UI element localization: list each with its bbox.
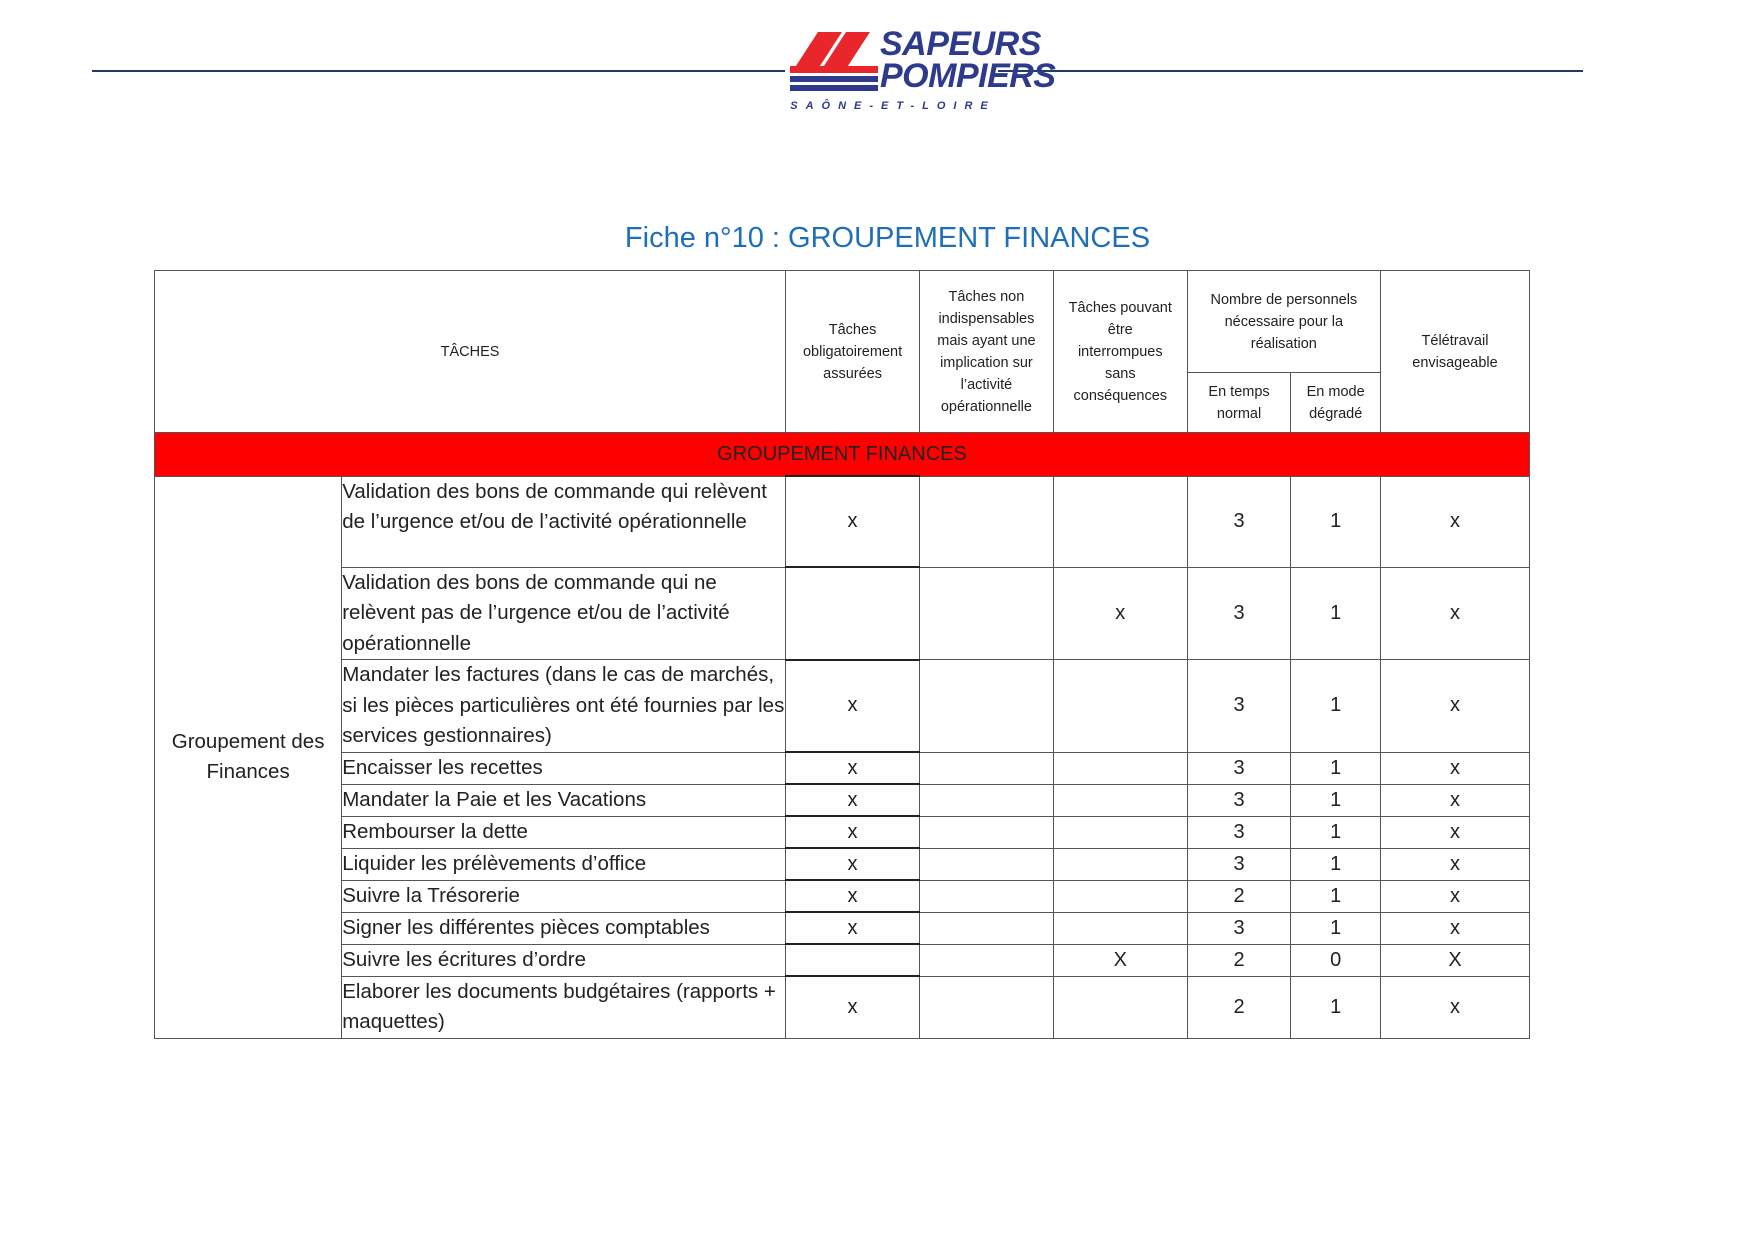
teletravail-cell: x xyxy=(1380,476,1529,567)
logo-stripes-icon xyxy=(788,28,880,98)
teletravail-cell: x xyxy=(1380,660,1529,753)
task-cell: Rembourser la dette xyxy=(342,816,786,848)
temps-normal-cell: 3 xyxy=(1187,476,1291,567)
logo-wordmark xyxy=(880,25,1056,95)
temps-normal-cell: 3 xyxy=(1187,848,1291,880)
teletravail-cell: x xyxy=(1380,976,1529,1038)
non-indispensable-cell xyxy=(919,660,1053,753)
header-rule-left xyxy=(92,70,785,72)
logo-line1: SAPEURS xyxy=(880,25,1041,63)
header-mode-degrade: En mode dégradé xyxy=(1291,373,1381,433)
non-indispensable-cell xyxy=(919,476,1053,567)
teletravail-cell: x xyxy=(1380,848,1529,880)
mode-degrade-cell: 1 xyxy=(1291,784,1381,816)
teletravail-cell: x xyxy=(1380,752,1529,784)
table-body xyxy=(155,476,1530,1038)
oblig-cell: x xyxy=(786,976,920,1038)
table-row xyxy=(155,848,1530,880)
page-title: Fiche n°10 : GROUPEMENT FINANCES xyxy=(624,222,1151,254)
mode-degrade-cell: 1 xyxy=(1291,567,1381,660)
table-row xyxy=(155,944,1530,976)
temps-normal-cell: 2 xyxy=(1187,880,1291,912)
header-teletravail: Télétravail envisageable xyxy=(1380,271,1529,433)
oblig-cell: x xyxy=(786,752,920,784)
interrompue-cell xyxy=(1053,784,1187,816)
mode-degrade-cell: 1 xyxy=(1291,816,1381,848)
task-cell: Liquider les prélèvements d’office xyxy=(342,848,786,880)
temps-normal-cell: 3 xyxy=(1187,660,1291,753)
oblig-cell: x xyxy=(786,476,920,567)
temps-normal-cell: 3 xyxy=(1187,784,1291,816)
sapeurs-pompiers-logo xyxy=(788,25,1056,114)
teletravail-cell: x xyxy=(1380,784,1529,816)
mode-degrade-cell: 1 xyxy=(1291,660,1381,753)
oblig-cell: x xyxy=(786,912,920,944)
teletravail-cell: x xyxy=(1380,567,1529,660)
non-indispensable-cell xyxy=(919,752,1053,784)
oblig-cell: x xyxy=(786,880,920,912)
temps-normal-cell: 3 xyxy=(1187,752,1291,784)
header-nombre-personnels: Nombre de personnels nécessaire pour la réalisation xyxy=(1187,271,1380,373)
mode-degrade-cell: 1 xyxy=(1291,752,1381,784)
non-indispensable-cell xyxy=(919,816,1053,848)
interrompue-cell xyxy=(1053,660,1187,753)
temps-normal-cell: 2 xyxy=(1187,976,1291,1038)
table-row xyxy=(155,476,1530,567)
table-row xyxy=(155,660,1530,753)
task-cell: Encaisser les recettes xyxy=(342,752,786,784)
oblig-cell: x xyxy=(786,816,920,848)
task-cell: Validation des bons de commande qui ne relèvent pas de l’urgence et/ou de l’activité opérationnelle xyxy=(342,567,786,660)
temps-normal-cell: 3 xyxy=(1187,567,1291,660)
temps-normal-cell: 2 xyxy=(1187,944,1291,976)
header-non-indispensables: Tâches non indispensables mais ayant une implication sur l’activité opérationnelle xyxy=(919,271,1053,433)
non-indispensable-cell xyxy=(919,944,1053,976)
table-row xyxy=(155,912,1530,944)
group-label: Groupement des Finances xyxy=(155,476,342,1038)
teletravail-cell: X xyxy=(1380,944,1529,976)
task-cell: Mandater les factures (dans le cas de marchés, si les pièces particulières ont été fournies par les services gestionnaires) xyxy=(342,660,786,753)
teletravail-cell: x xyxy=(1380,912,1529,944)
temps-normal-cell: 3 xyxy=(1187,816,1291,848)
task-cell: Suivre la Trésorerie xyxy=(342,880,786,912)
table-row xyxy=(155,784,1530,816)
header-obligatoires: Tâches obligatoirement assurées xyxy=(786,271,920,433)
mode-degrade-cell: 1 xyxy=(1291,880,1381,912)
non-indispensable-cell xyxy=(919,912,1053,944)
table-row xyxy=(155,976,1530,1038)
interrompue-cell: X xyxy=(1053,944,1187,976)
interrompue-cell xyxy=(1053,976,1187,1038)
non-indispensable-cell xyxy=(919,848,1053,880)
temps-normal-cell: 3 xyxy=(1187,912,1291,944)
interrompue-cell xyxy=(1053,816,1187,848)
task-cell: Elaborer les documents budgétaires (rapports + maquettes) xyxy=(342,976,786,1038)
oblig-cell xyxy=(786,567,920,660)
logo-subline: SAÔNE-ET-LOIRE xyxy=(790,100,996,112)
non-indispensable-cell xyxy=(919,976,1053,1038)
task-cell: Mandater la Paie et les Vacations xyxy=(342,784,786,816)
header-taches: TÂCHES xyxy=(155,271,786,433)
mode-degrade-cell: 1 xyxy=(1291,476,1381,567)
table-row xyxy=(155,816,1530,848)
oblig-cell: x xyxy=(786,660,920,753)
mode-degrade-cell: 1 xyxy=(1291,848,1381,880)
header-rule-right xyxy=(998,70,1583,72)
logo-line2: POMPIERS xyxy=(880,57,1056,95)
section-band: GROUPEMENT FINANCES xyxy=(155,433,1530,477)
header-interrompues: Tâches pouvant être interrompues sans conséquences xyxy=(1053,271,1187,433)
interrompue-cell xyxy=(1053,880,1187,912)
mode-degrade-cell: 0 xyxy=(1291,944,1381,976)
task-cell: Validation des bons de commande qui relèvent de l’urgence et/ou de l’activité opérationnelle xyxy=(342,476,786,567)
interrompue-cell xyxy=(1053,476,1187,567)
table-row xyxy=(155,880,1530,912)
teletravail-cell: x xyxy=(1380,816,1529,848)
teletravail-cell: x xyxy=(1380,880,1529,912)
non-indispensable-cell xyxy=(919,880,1053,912)
mode-degrade-cell: 1 xyxy=(1291,976,1381,1038)
table-row xyxy=(155,567,1530,660)
oblig-cell: x xyxy=(786,848,920,880)
interrompue-cell xyxy=(1053,912,1187,944)
oblig-cell: x xyxy=(786,784,920,816)
non-indispensable-cell xyxy=(919,784,1053,816)
interrompue-cell: x xyxy=(1053,567,1187,660)
table-row xyxy=(155,752,1530,784)
task-cell: Signer les différentes pièces comptables xyxy=(342,912,786,944)
mode-degrade-cell: 1 xyxy=(1291,912,1381,944)
oblig-cell xyxy=(786,944,920,976)
interrompue-cell xyxy=(1053,848,1187,880)
tasks-table xyxy=(154,270,1530,1039)
non-indispensable-cell xyxy=(919,567,1053,660)
header-temps-normal: En temps normal xyxy=(1187,373,1291,433)
task-cell: Suivre les écritures d’ordre xyxy=(342,944,786,976)
interrompue-cell xyxy=(1053,752,1187,784)
